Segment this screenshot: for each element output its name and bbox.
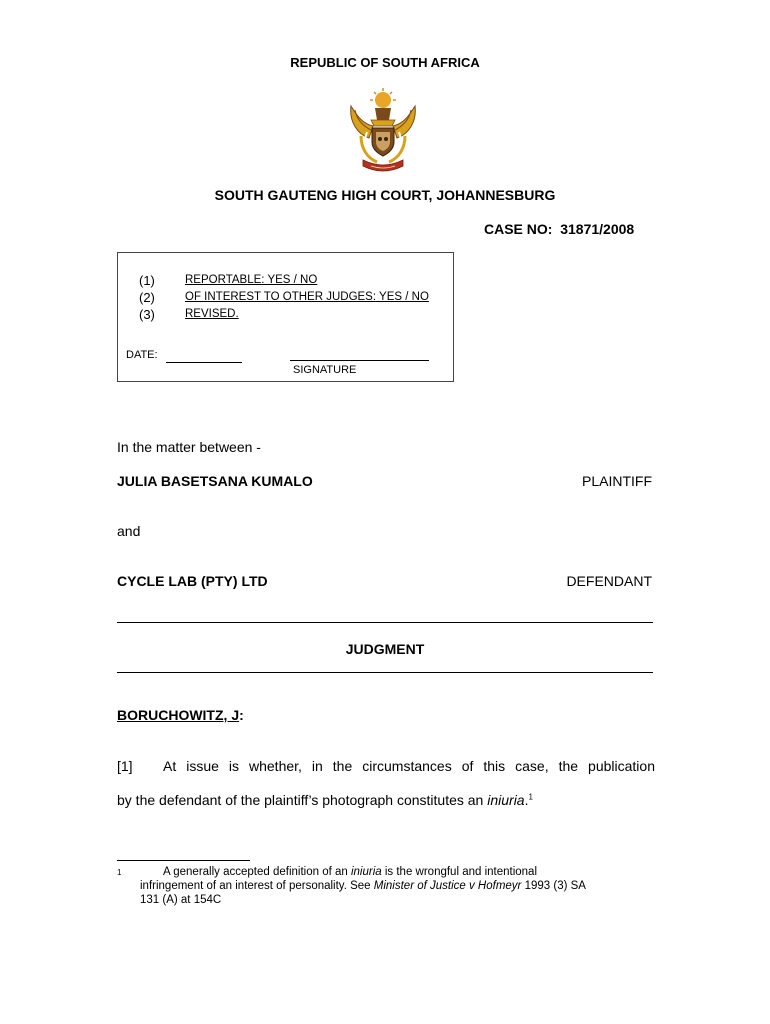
footnote-line-2-end: 1993 (3) SA: [521, 880, 586, 892]
box-item-3-text: REVISED.: [185, 308, 239, 320]
court-heading: SOUTH GAUTENG HIGH COURT, JOHANNESBURG: [214, 187, 556, 203]
footnote-line-1-italic: iniuria: [350, 866, 382, 878]
box-item-3-num: (3): [139, 307, 155, 322]
judge-name: BORUCHOWITZ, J: [117, 707, 240, 723]
judge-suffix: :: [239, 707, 244, 723]
judgment-top-rule: [117, 622, 653, 623]
box-item-1-num: (1): [139, 273, 155, 288]
matter-intro: In the matter between -: [117, 439, 261, 455]
defendant-role: DEFENDANT: [566, 573, 652, 589]
footnote-line-1: [163, 866, 537, 878]
box-item-2-text: OF INTEREST TO OTHER JUDGES: YES / NO: [185, 291, 429, 303]
footnote-line-1-end: is the wrongful and intentional: [381, 866, 538, 878]
footnote-separator: [117, 860, 250, 861]
paragraph-number: [1]: [117, 758, 133, 774]
signature-line: [290, 360, 429, 361]
footnote-line-2-italic: Minister of Justice v Hofmeyr: [373, 880, 522, 892]
coat-of-arms-icon: [347, 86, 419, 174]
footnote-line-2: [140, 880, 586, 892]
plaintiff-name: JULIA BASETSANA KUMALO: [117, 473, 313, 489]
date-label: DATE:: [126, 349, 158, 361]
case-label: CASE NO:: [484, 221, 553, 237]
footnote-line-2-text: infringement of an interest of personality. See: [140, 880, 374, 892]
paragraph-line-1: At issue is whether, in the circumstances of this case, the publication: [163, 758, 655, 774]
plaintiff-role: PLAINTIFF: [581, 473, 652, 489]
judgment-bottom-rule: [117, 672, 653, 673]
paragraph-line-2-text: by the defendant of the plaintiff’s photograph constitutes an: [117, 792, 488, 808]
signature-label: SIGNATURE: [293, 364, 357, 376]
paragraph-line-2: [117, 792, 533, 808]
conjunction: and: [117, 523, 141, 539]
paragraph-line-2-end: .: [524, 792, 529, 808]
footnote-line-1-text: A generally accepted definition of an: [163, 866, 351, 878]
defendant-name: CYCLE LAB (PTY) LTD: [117, 573, 268, 589]
footnote-number: 1: [117, 868, 122, 877]
republic-heading: REPUBLIC OF SOUTH AFRICA: [290, 55, 480, 70]
footnote-line-3: 131 (A) at 154C: [140, 894, 222, 906]
case-number-value: 31871/2008: [560, 221, 635, 237]
reportable-box: [117, 252, 454, 382]
judgment-title: JUDGMENT: [345, 641, 425, 657]
box-item-1-text: REPORTABLE: YES / NO: [185, 274, 318, 286]
judge-heading: [117, 707, 244, 723]
paragraph-line-2-italic: iniuria: [487, 792, 525, 808]
footnote-reference[interactable]: 1: [528, 792, 533, 802]
box-item-2-num: (2): [139, 290, 155, 305]
date-line: [166, 362, 242, 363]
case-number: [484, 221, 634, 237]
